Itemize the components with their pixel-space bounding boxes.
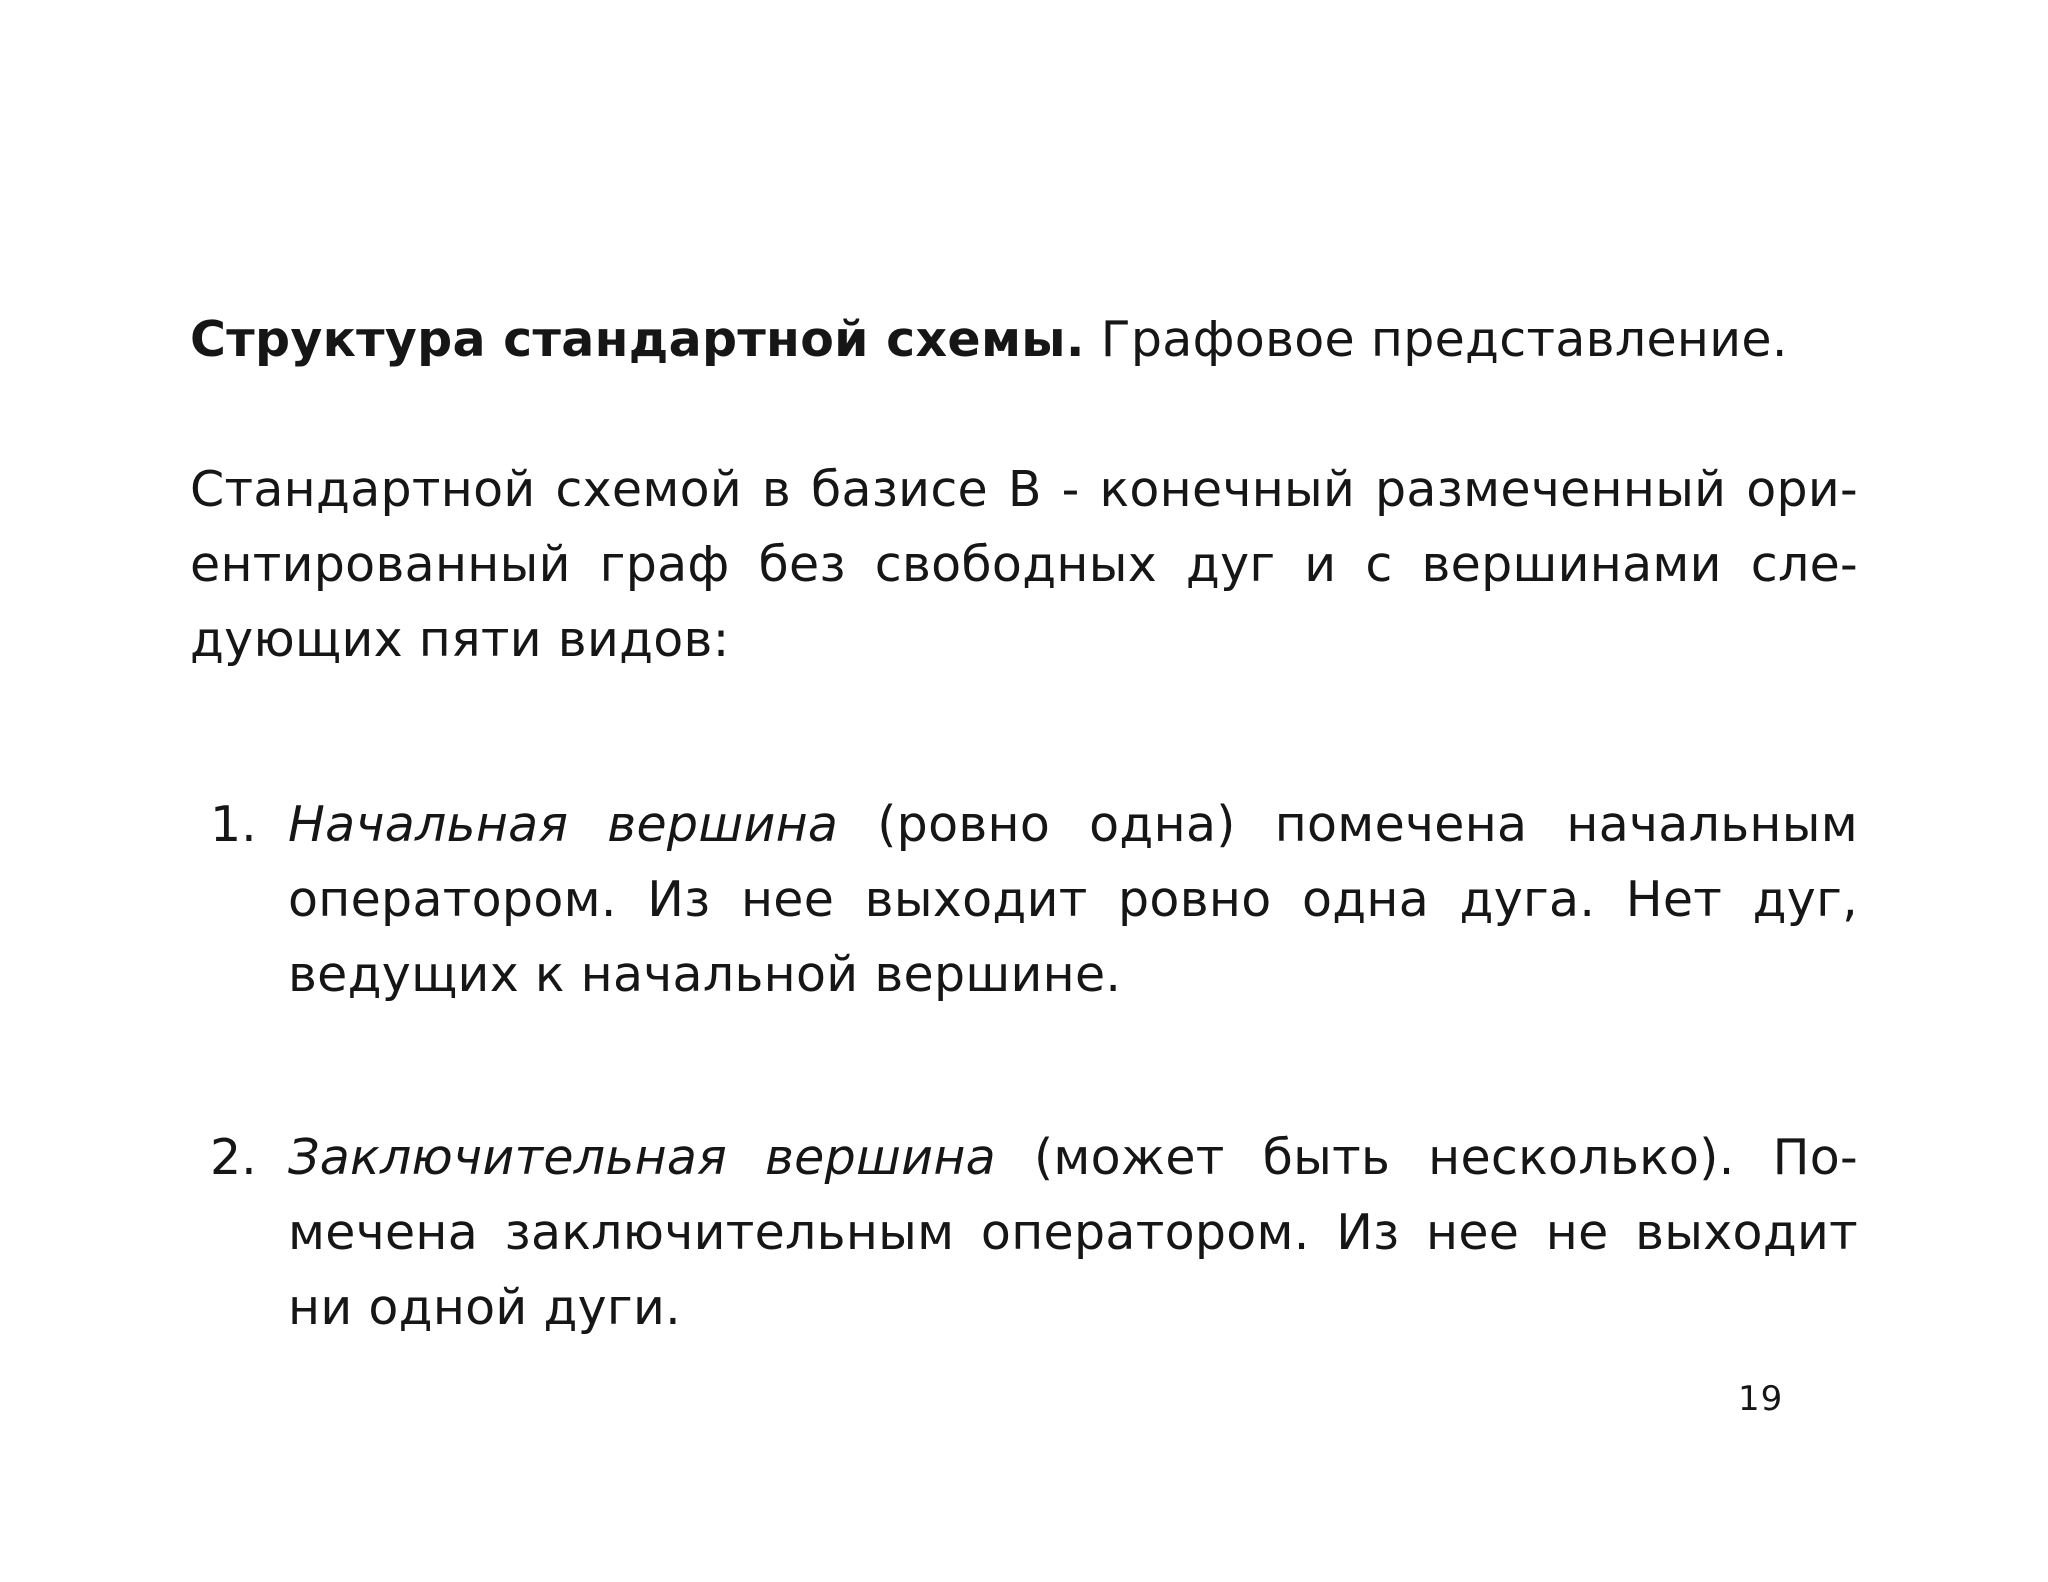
list-item-2-number: 2. <box>210 1129 257 1186</box>
list-item-1-line-3: ведущих к начальной вершине. <box>288 946 1122 1003</box>
page-number: 19 <box>1738 1379 1784 1419</box>
heading-bold-title: Структура стандартной схемы. <box>190 311 1085 368</box>
slide-heading <box>190 300 1870 380</box>
list-item-2-line-1 <box>288 1118 1858 1198</box>
definition-line-3: дующих пяти видов: <box>190 611 730 668</box>
heading-subtitle: Графовое представление. <box>1084 311 1788 368</box>
definition-line-1: Стандартной схемой в базисе B - конечный размеченный ори- <box>190 461 1858 518</box>
list-item-1-term: Начальная вершина <box>288 796 839 853</box>
list-item-2-text: (может быть несколько). По- <box>995 1129 1858 1186</box>
list-item-1-text: (ровно одна) помечена начальным <box>838 796 1859 853</box>
list-item-2-term: Заключительная вершина <box>288 1129 996 1186</box>
list-item-2-line-3: ни одной дуги. <box>288 1279 681 1336</box>
list-item-1-line-2: оператором. Из нее выходит ровно одна дуга. Нет дуг, <box>288 871 1858 928</box>
list-item-1-number: 1. <box>210 796 257 853</box>
definition-line-2: ентированный граф без свободных дуг и с вершинами сле- <box>190 536 1858 593</box>
list-item-2-line-2: мечена заключительным оператором. Из нее не выходит <box>288 1204 1858 1261</box>
list-item-1-line-1 <box>288 785 1858 865</box>
